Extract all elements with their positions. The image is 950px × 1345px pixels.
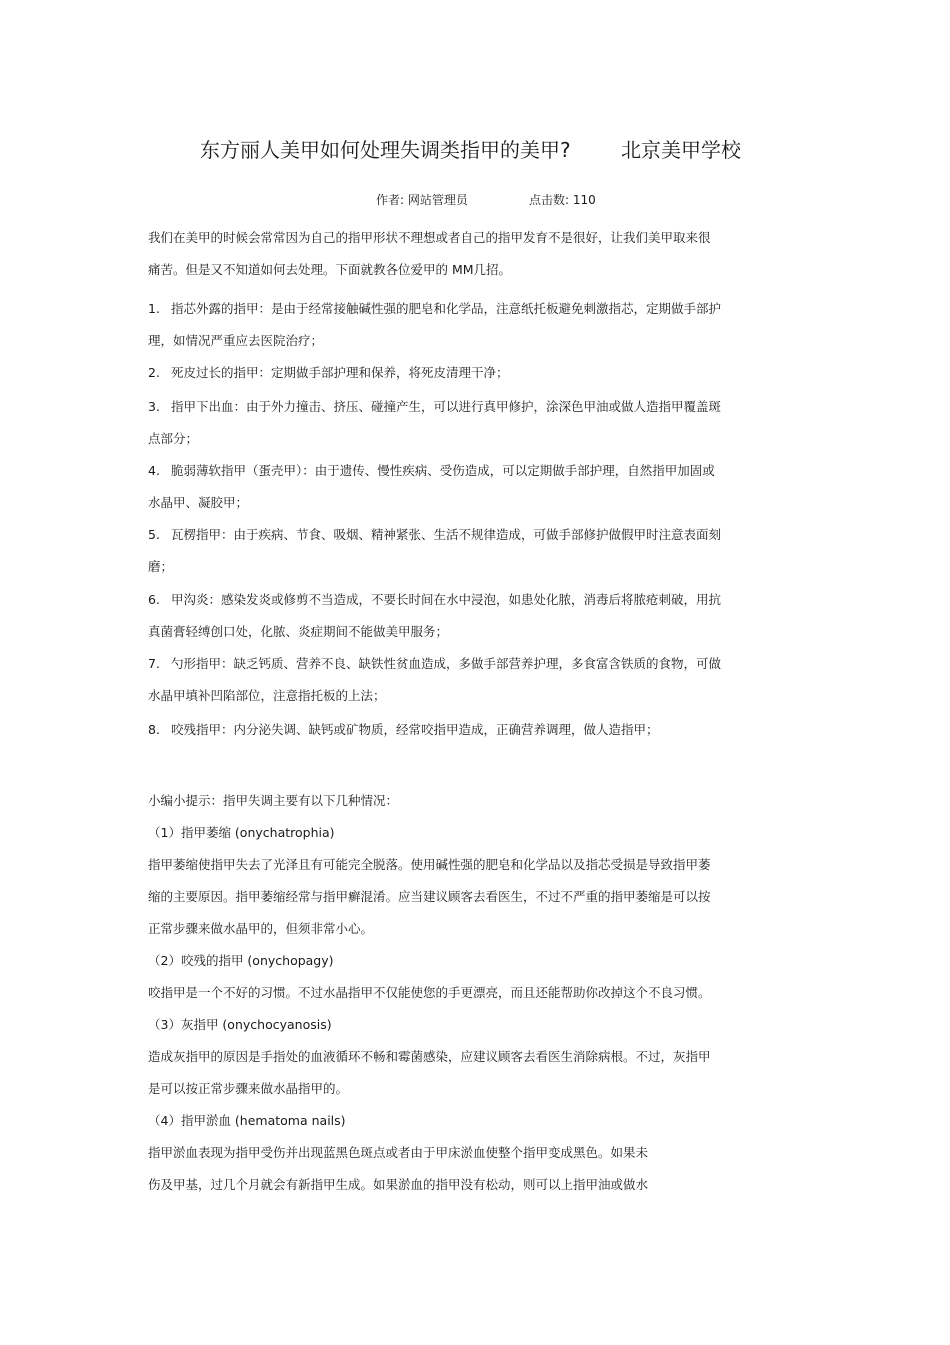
click-count: 点击数: 110	[529, 193, 596, 207]
text-line: 咬指甲是一个不好的习惯。不过水晶指甲不仅能使您的手更漂亮，而且还能帮助你改掉这个不良习惯。	[148, 985, 711, 1000]
text-line	[148, 648, 748, 680]
list-item	[148, 391, 748, 455]
author: 作者: 网站管理员	[376, 193, 468, 207]
list-item	[148, 519, 748, 583]
text-line: 正常步骤来做水晶甲的，但须非常小心。	[148, 921, 374, 936]
text-line	[148, 357, 748, 389]
text-line: 点部分；	[148, 431, 199, 446]
section-heading: （1）指甲萎缩 (onychatrophia)	[148, 825, 335, 840]
text-line	[148, 391, 748, 423]
text-line: 水晶甲填补凹陷部位，注意指托板的上法；	[148, 688, 386, 703]
section-heading: （3）灰指甲 (onychocyanosis)	[148, 1017, 332, 1032]
item-number: 1.	[148, 301, 160, 316]
item-text: 勺形指甲：缺乏钙质、营养不良、缺铁性贫血造成，多做手部营养护理，多食富含铁质的食物，可做	[171, 656, 722, 671]
list-item	[148, 714, 748, 746]
article-meta	[376, 191, 596, 208]
item-number: 5.	[148, 527, 160, 542]
text-line: 是可以按正常步骤来做水晶指甲的。	[148, 1081, 349, 1096]
text-line	[148, 293, 748, 325]
text-line: 真菌膏轻缚创口处，化脓、炎症期间不能做美甲服务；	[148, 624, 449, 639]
intro-paragraph	[148, 222, 748, 286]
item-number: 2.	[148, 365, 160, 380]
item-number: 3.	[148, 399, 160, 414]
text-line: 痛苦。但是又不知道如何去处理。下面就教各位爱甲的 MM几招。	[148, 262, 512, 277]
item-text: 甲沟炎：感染发炎或修剪不当造成，不要长时间在水中浸泡，如患处化脓，消毒后将脓疮刺破，用抗	[171, 592, 722, 607]
item-text: 脆弱薄软指甲（蛋壳甲）：由于遗传、慢性疾病、受伤造成，可以定期做手部护理，自然指甲加固或	[171, 463, 715, 478]
list-item	[148, 293, 748, 357]
title-school: 北京美甲学校	[621, 138, 741, 162]
section-heading: （2）咬残的指甲 (onychopagy)	[148, 953, 334, 968]
section-heading: （4）指甲淤血 (hematoma nails)	[148, 1113, 346, 1128]
title-main: 东方丽人美甲如何处理失调类指甲的美甲?	[200, 138, 571, 162]
tips-section	[148, 785, 748, 1201]
list-item	[148, 648, 748, 712]
item-number: 6.	[148, 592, 160, 607]
list-item	[148, 455, 748, 519]
item-text: 瓦楞指甲：由于疾病、节食、吸烟、精神紧张、生活不规律造成，可做手部修护做假甲时注意表面刻	[171, 527, 722, 542]
text-line	[148, 519, 748, 551]
text-line	[148, 455, 748, 487]
list-item	[148, 584, 748, 648]
text-line: 缩的主要原因。指甲萎缩经常与指甲癣混淆。应当建议顾客去看医生，不过不严重的指甲萎缩是可以按	[148, 889, 711, 904]
text-line: 理，如情况严重应去医院治疗；	[148, 333, 324, 348]
text-line	[148, 584, 748, 616]
text-line: 指甲萎缩使指甲失去了光泽且有可能完全脱落。使用碱性强的肥皂和化学品以及指芯受损是导致指甲萎	[148, 857, 711, 872]
text-line: 水晶甲、凝胶甲；	[148, 495, 249, 510]
text-line: 我们在美甲的时候会常常因为自己的指甲形状不理想或者自己的指甲发育不是很好，让我们美甲取来很	[148, 230, 711, 245]
item-number: 7.	[148, 656, 160, 671]
document-title	[200, 134, 741, 163]
tips-heading: 小编小提示：指甲失调主要有以下几种情况：	[148, 793, 399, 808]
item-text: 指甲下出血：由于外力撞击、挤压、碰撞产生，可以进行真甲修护，涂深色甲油或做人造指甲覆盖斑	[171, 399, 722, 414]
text-line	[148, 714, 748, 746]
text-line: 造成灰指甲的原因是手指处的血液循环不畅和霉菌感染，应建议顾客去看医生消除病根。不过，灰指甲	[148, 1049, 711, 1064]
item-text: 指芯外露的指甲：是由于经常接触碱性强的肥皂和化学品，注意纸托板避免刺激指芯，定期做手部护	[171, 301, 722, 316]
text-line: 磨；	[148, 559, 174, 574]
item-number: 4.	[148, 463, 160, 478]
item-text: 死皮过长的指甲：定期做手部护理和保养，将死皮清理干净；	[171, 365, 509, 380]
list-item	[148, 357, 748, 389]
item-text: 咬残指甲：内分泌失调、缺钙或矿物质，经常咬指甲造成，正确营养调理，做人造指甲；	[171, 722, 659, 737]
text-line: 伤及甲基，过几个月就会有新指甲生成。如果淤血的指甲没有松动，则可以上指甲油或做水	[148, 1177, 649, 1192]
item-number: 8.	[148, 722, 160, 737]
text-line: 指甲淤血表现为指甲受伤并出现蓝黑色斑点或者由于甲床淤血使整个指甲变成黑色。如果未	[148, 1145, 649, 1160]
